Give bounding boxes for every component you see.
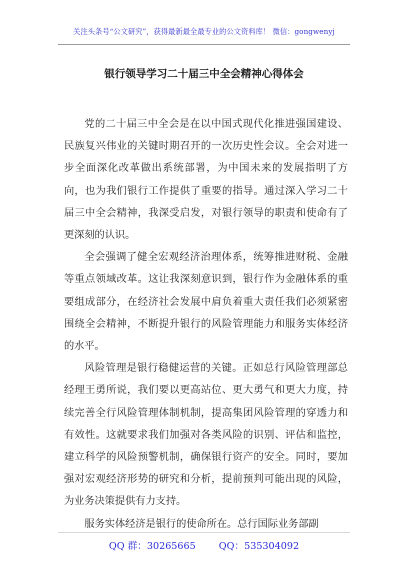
footer-qq-group: QQ 群：30265665 <box>108 541 196 552</box>
header-divider <box>58 44 350 45</box>
paragraph: 服务实体经济是银行的使命所在。总行国际业务部副 <box>84 518 319 530</box>
paragraph: 党的二十届三中全会是在以中国式现代化推进强国建设、民族复兴伟业的关键时期召开的一次历史性会议。全会对进一步全面深化改革做出系统部署，为中国未来的发展指明了方向，也为我们银行工作提供了重要的指导。通过深入学习二十届三中全会精神，我深受启发，对银行领导的职责和使命有了更深刻的认识。 <box>64 119 348 242</box>
paragraph: 全会强调了健全宏观经济治理体系，统筹推进财税、金融等重点领域改革。这让我深刻意识到，银行作为金融体系的重要组成部分，在经济社会发展中肩负着重大责任我们必须紧密围绕全会精神，不断提升银行的风险管理能力和服务实体经济的水平。 <box>64 252 348 353</box>
header-note: 关注头条号“公文研究”，获得最新最全最专业的公文资料库！ 微信：gongwenyj <box>73 27 335 36</box>
paragraph: 风险管理是银行稳健运营的关键。正如总行风险管理部总经理王勇所说，我们要以更高站位、更大勇气和更大力度，持续完善全行风险管理体制机制，提高集团风险管理的穿透力和有效性。这就要求我们加强对各类风险的识别、评估和监控，建立科学的风险预警机制，确保银行资产的安全。同时，要加强对宏观经济形势的研究和分析，提前预判可能出现的风险，为业务决策提供有力支持。 <box>64 363 348 508</box>
footer-qq: QQ：535304092 <box>218 541 300 552</box>
footer-divider <box>58 532 350 533</box>
document-body <box>64 114 348 536</box>
document-title: 银行领导学习二十届三中全会精神心得体会 <box>104 68 304 80</box>
footer-contacts <box>0 538 408 552</box>
